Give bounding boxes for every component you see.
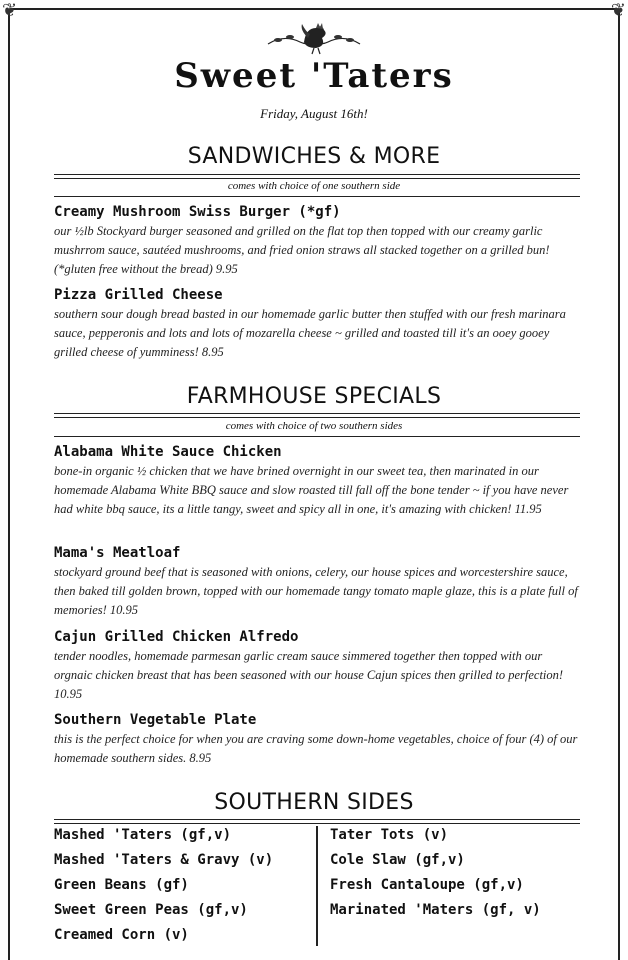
side-item: Mashed 'Taters (gf,v) — [54, 827, 232, 843]
side-item: Fresh Cantaloupe (gf,v) — [330, 877, 524, 893]
side-item: Sweet Green Peas (gf,v) — [54, 902, 248, 918]
section-heading-sides: SOUTHERN SIDES — [214, 790, 414, 815]
menu-item-description: tender noodles, homemade parmesan garlic cream sauce simmered together then topped with our orgnaic chicken breast that has been seasoned with our house Cajun spices then grilled to perfection! 10.95 — [54, 649, 564, 701]
menu-item-description: this is the perfect choice for when you are craving some down-home vegetables, choice of four (4) of our homemade southern sides. 8.95 — [54, 732, 578, 765]
menu-item-name: Alabama White Sauce Chicken — [54, 444, 282, 460]
menu-item-description: bone-in organic ½ chicken that we have brined overnight in our sweet tea, then marinated in our homemade Alabama White BBQ sauce and slow roasted till fall off the bone tender ~ if you have never had white bbq sauce, its a little tangy, sweet and spicy all in one, it's amazing with chicken! 11.95 — [54, 464, 569, 516]
menu-item-name: Mama's Meatloaf — [54, 545, 181, 561]
menu-item-name: Cajun Grilled Chicken Alfredo — [54, 629, 299, 645]
side-item: Mashed 'Taters & Gravy (v) — [54, 852, 274, 868]
menu-item — [54, 543, 580, 620]
menu-item — [54, 710, 580, 768]
menu-item-description: stockyard ground beef that is seasoned with onions, celery, our house spices and worcestershire sauce, then baked till golden brown, topped with our homemade tangy tomato maple glaze, this is a plate full of memories! 10.95 — [54, 565, 578, 617]
fleur-ornament-icon: ❦ — [610, 0, 626, 21]
section-rule — [54, 436, 580, 437]
section-rule — [54, 413, 580, 418]
menu-item-name: Southern Vegetable Plate — [54, 712, 257, 728]
menu-item-name: Pizza Grilled Cheese — [54, 287, 223, 303]
section-heading-sandwiches: SANDWICHES & MORE — [187, 144, 441, 169]
side-item: Creamed Corn (v) — [54, 927, 189, 943]
menu-item — [54, 202, 580, 279]
fleur-ornament-icon: ❦ — [2, 0, 18, 21]
side-item: Green Beans (gf) — [54, 877, 189, 893]
restaurant-logo: Sweet 'Taters — [174, 56, 454, 96]
side-item: Cole Slaw (gf,v) — [330, 852, 465, 868]
menu-date: Friday, August 16th! — [260, 106, 368, 121]
section-heading-farmhouse: FARMHOUSE SPECIALS — [186, 384, 442, 409]
menu-item-description: southern sour dough bread basted in our homemade garlic butter then stuffed with our fresh marinara sauce, pepperonis and lots and lots of mozarella cheese ~ grilled and toasted till it's an ooey gooey grilled cheese of yumminess! 8.95 — [54, 307, 566, 359]
section-subheading-farmhouse: comes with choice of two southern sides — [225, 420, 403, 432]
section-rule — [54, 196, 580, 197]
menu-item — [54, 285, 580, 362]
sides-column-left — [54, 823, 273, 948]
section-rule — [54, 174, 580, 179]
side-item: Tater Tots (v) — [330, 827, 449, 843]
sides-column-right — [330, 823, 541, 923]
menu-item-description: our ½lb Stockyard burger seasoned and grilled on the flat top then topped with our creamy garlic mushrrom sauce, sautéed mushrooms, and fried onion straws all stacked together on a grilled bun! (*gluten free without the bread) 9.95 — [54, 224, 550, 276]
menu-item — [54, 627, 580, 704]
menu-item-name: Creamy Mushroom Swiss Burger (*gf) — [54, 204, 341, 220]
section-subheading-sandwiches: comes with choice of one southern side — [227, 180, 401, 192]
rooster-floral-icon — [264, 20, 364, 56]
side-item: Marinated 'Maters (gf, v) — [330, 902, 541, 918]
sides-divider — [316, 826, 318, 946]
menu-item — [54, 442, 580, 519]
